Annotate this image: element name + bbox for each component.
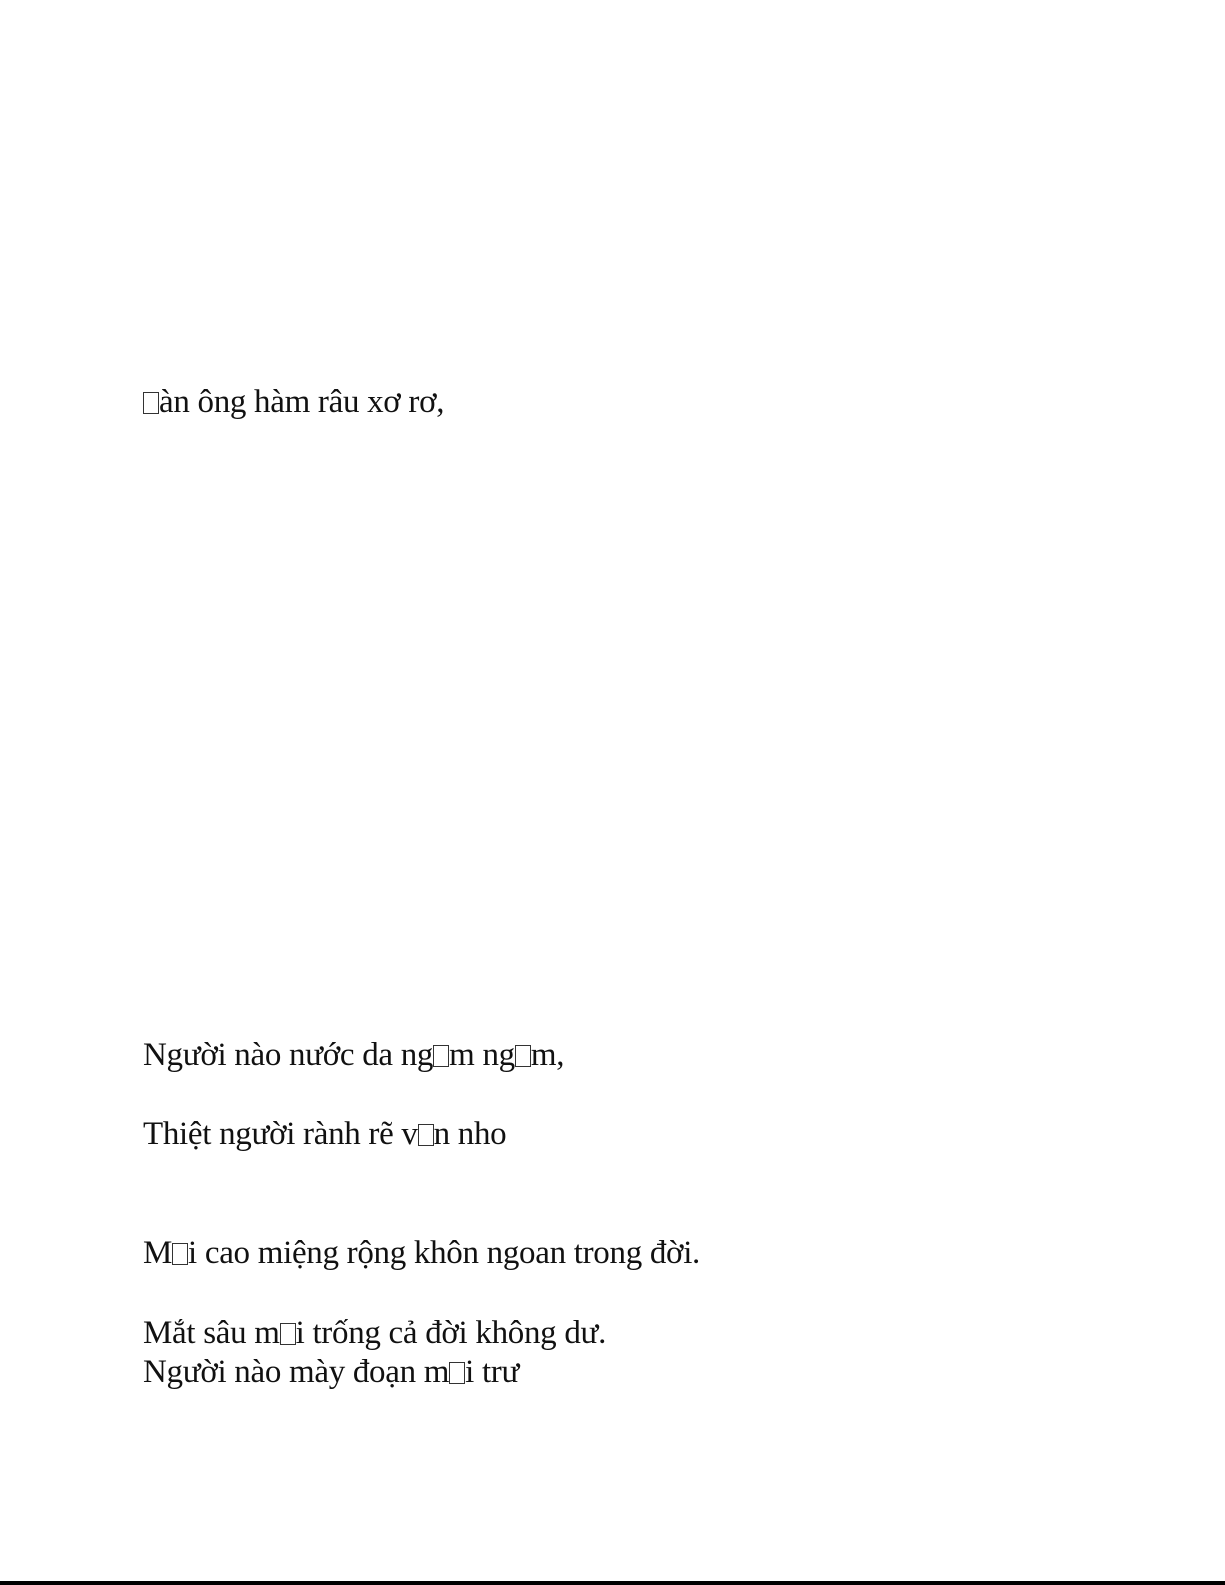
missing-glyph-box: [515, 1045, 531, 1067]
poem-line-1: àn ông hàm râu xơ rơ,: [143, 382, 444, 422]
missing-glyph-box: [280, 1323, 296, 1345]
missing-glyph-box: [433, 1045, 449, 1067]
poem-line-4: M i cao miệng rộng khôn ngoan trong đời.: [143, 1235, 701, 1271]
poem-line-3: Thiệt người rành rẽ v n nho: [143, 1116, 507, 1152]
poem-line-2: Người nào nước da ng m ng m,: [143, 1037, 565, 1073]
poem-line-5: Mắt sâu m i trống cả đời không dư.: [143, 1315, 607, 1351]
missing-glyph-box: [418, 1124, 434, 1146]
poem-line-6: Người nào mày đoạn m i trư: [143, 1354, 520, 1390]
missing-glyph-box: [143, 392, 159, 414]
missing-glyph-box: [172, 1243, 188, 1265]
bottom-border: [0, 1581, 1225, 1585]
missing-glyph-box: [449, 1362, 465, 1384]
